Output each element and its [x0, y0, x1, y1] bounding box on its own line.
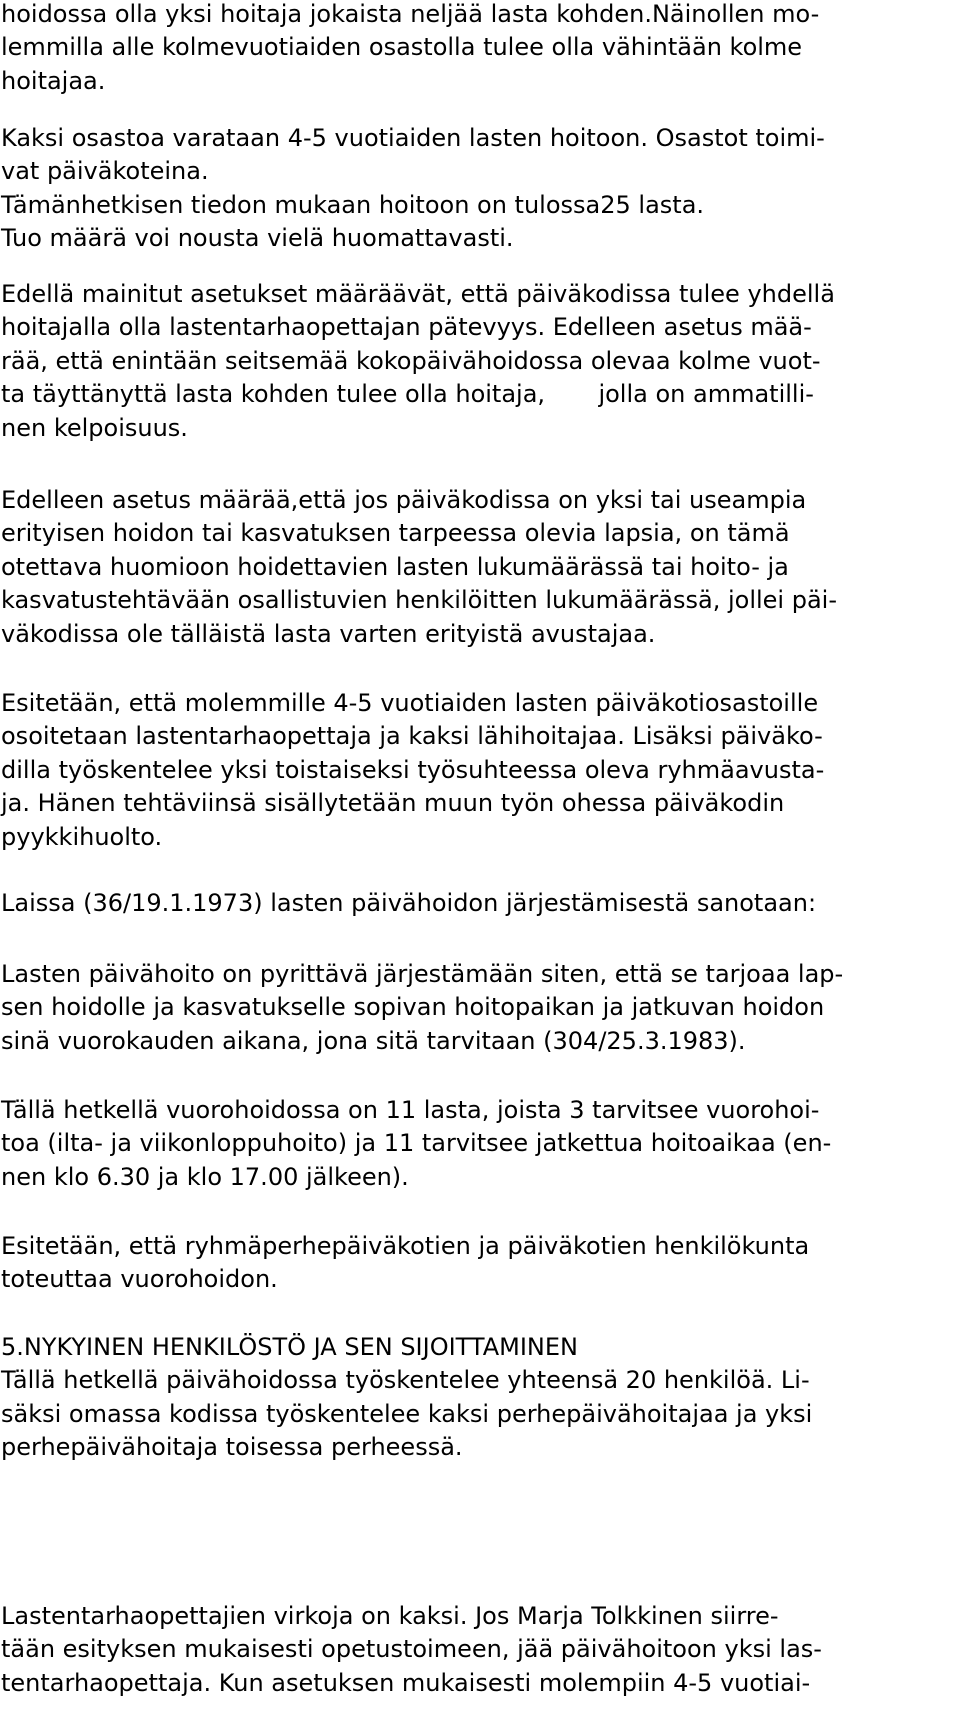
- text-line: kasvatustehtävään osallistuvien henkilöitten lukumäärässä, jollei päi-: [1, 586, 837, 615]
- text-line: hoitajaa.: [1, 66, 106, 95]
- paragraph-staffing-under-three: [1, 0, 819, 98]
- text-line: Tällä hetkellä päivähoidossa työskentelee yhteensä 20 henkilöä. Li-: [1, 1366, 810, 1395]
- text-line: toa (ilta- ja viikonloppuhoito) ja 11 tarvitsee jatkettua hoitoaikaa (en-: [1, 1129, 832, 1158]
- text-line: ja. Hänen tehtäviinsä sisällytetään muun työn ohessa päiväkodin: [1, 789, 785, 818]
- text-line: Edellä mainitut asetukset määräävät, että päiväkodissa tulee yhdellä: [1, 280, 835, 308]
- text-line: nen kelpoisuus.: [1, 413, 188, 442]
- text-line: toteuttaa vuorohoidon.: [1, 1265, 278, 1294]
- paragraph-law-quote: [1, 958, 843, 1058]
- section-current-staff: [1, 1331, 812, 1465]
- text-line: Esitetään, että ryhmäperhepäiväkotien ja päiväkotien henkilökunta: [1, 1232, 810, 1260]
- paragraph-regulations-qualification: [1, 278, 835, 445]
- text-line: pyykkihuolto.: [1, 822, 163, 851]
- paragraph-shift-care-proposal: [1, 1230, 809, 1297]
- text-line: osoitetaan lastentarhaopettaja ja kaksi lähihoitajaa. Lisäksi päiväko-: [1, 722, 823, 751]
- text-line: perhepäivähoitaja toisessa perheessä.: [1, 1433, 463, 1462]
- text-line: sen hoidolle ja kasvatukselle sopivan hoitopaikan ja jatkuvan hoidon: [1, 993, 825, 1022]
- paragraph-law-reference: [1, 887, 816, 920]
- section-heading: 5.NYKYINEN HENKILÖSTÖ JA SEN SIJOITTAMINEN: [1, 1333, 578, 1361]
- text-line: lemmilla alle kolmevuotiaiden osastolla tulee olla vähintään kolme: [1, 33, 803, 62]
- paragraph-special-needs: [1, 484, 837, 651]
- text-line: nen klo 6.30 ja klo 17.00 jälkeen).: [1, 1162, 409, 1191]
- text-line: otettava huomioon hoidettavien lasten lukumäärässä tai hoito- ja: [1, 552, 789, 581]
- text-line: Tämänhetkisen tiedon mukaan hoitoon on tulossa25 lasta.: [1, 190, 705, 219]
- paragraph-kindergarten-teachers: [1, 1600, 822, 1700]
- text-line: tentarhaopettaja. Kun asetuksen mukaisesti molempiin 4-5 vuotiai-: [1, 1668, 811, 1697]
- paragraph-proposal-staffing: [1, 687, 824, 854]
- text-line: Kaksi osastoa varataan 4-5 vuotiaiden lasten hoitoon. Osastot toimi-: [1, 124, 825, 152]
- text-line: Laissa (36/19.1.1973) lasten päivähoidon järjestämisestä sanotaan:: [1, 889, 817, 917]
- text-line: väkodissa ole tälläistä lasta varten erityistä avustajaa.: [1, 619, 656, 648]
- text-line: vat päiväkoteina.: [1, 157, 209, 186]
- text-line: Tuo määrä voi nousta vielä huomattavasti.: [1, 224, 514, 253]
- paragraph-shift-care: [1, 1094, 831, 1194]
- text-line: Edelleen asetus määrää,että jos päiväkodissa on yksi tai useampia: [1, 486, 807, 514]
- text-line: Lastentarhaopettajien virkoja on kaksi. Jos Marja Tolkkinen siirre-: [1, 1602, 779, 1630]
- paragraph-two-departments: [1, 122, 825, 256]
- text-line: ta täyttänyttä lasta kohden tulee olla hoitaja, jolla on ammatilli-: [1, 380, 814, 409]
- text-line: hoitajalla olla lastentarhaopettajan pätevyys. Edelleen asetus mää-: [1, 313, 812, 342]
- text-line: rää, että enintään seitsemää kokopäivähoidossa olevaa kolme vuot-: [1, 346, 821, 375]
- text-line: sinä vuorokauden aikana, jona sitä tarvitaan (304/25.3.1983).: [1, 1026, 746, 1055]
- text-line: tään esityksen mukaisesti opetustoimeen, jää päivähoitoon yksi las-: [1, 1635, 822, 1664]
- text-line: hoidossa olla yksi hoitaja jokaista neljää lasta kohden.Näinollen mo-: [1, 0, 820, 28]
- text-line: Esitetään, että molemmille 4-5 vuotiaiden lasten päiväkotiosastoille: [1, 689, 819, 717]
- text-line: Lasten päivähoito on pyrittävä järjestämään siten, että se tarjoaa lap-: [1, 960, 844, 988]
- text-line: Tällä hetkellä vuorohoidossa on 11 lasta, joista 3 tarvitsee vuorohoi-: [1, 1096, 820, 1124]
- text-line: säksi omassa kodissa työskentelee kaksi perhepäivähoitajaa ja yksi: [1, 1399, 813, 1428]
- text-line: dilla työskentelee yksi toistaiseksi työsuhteessa oleva ryhmäavusta-: [1, 755, 825, 784]
- text-line: erityisen hoidon tai kasvatuksen tarpeessa olevia lapsia, on tämä: [1, 519, 790, 548]
